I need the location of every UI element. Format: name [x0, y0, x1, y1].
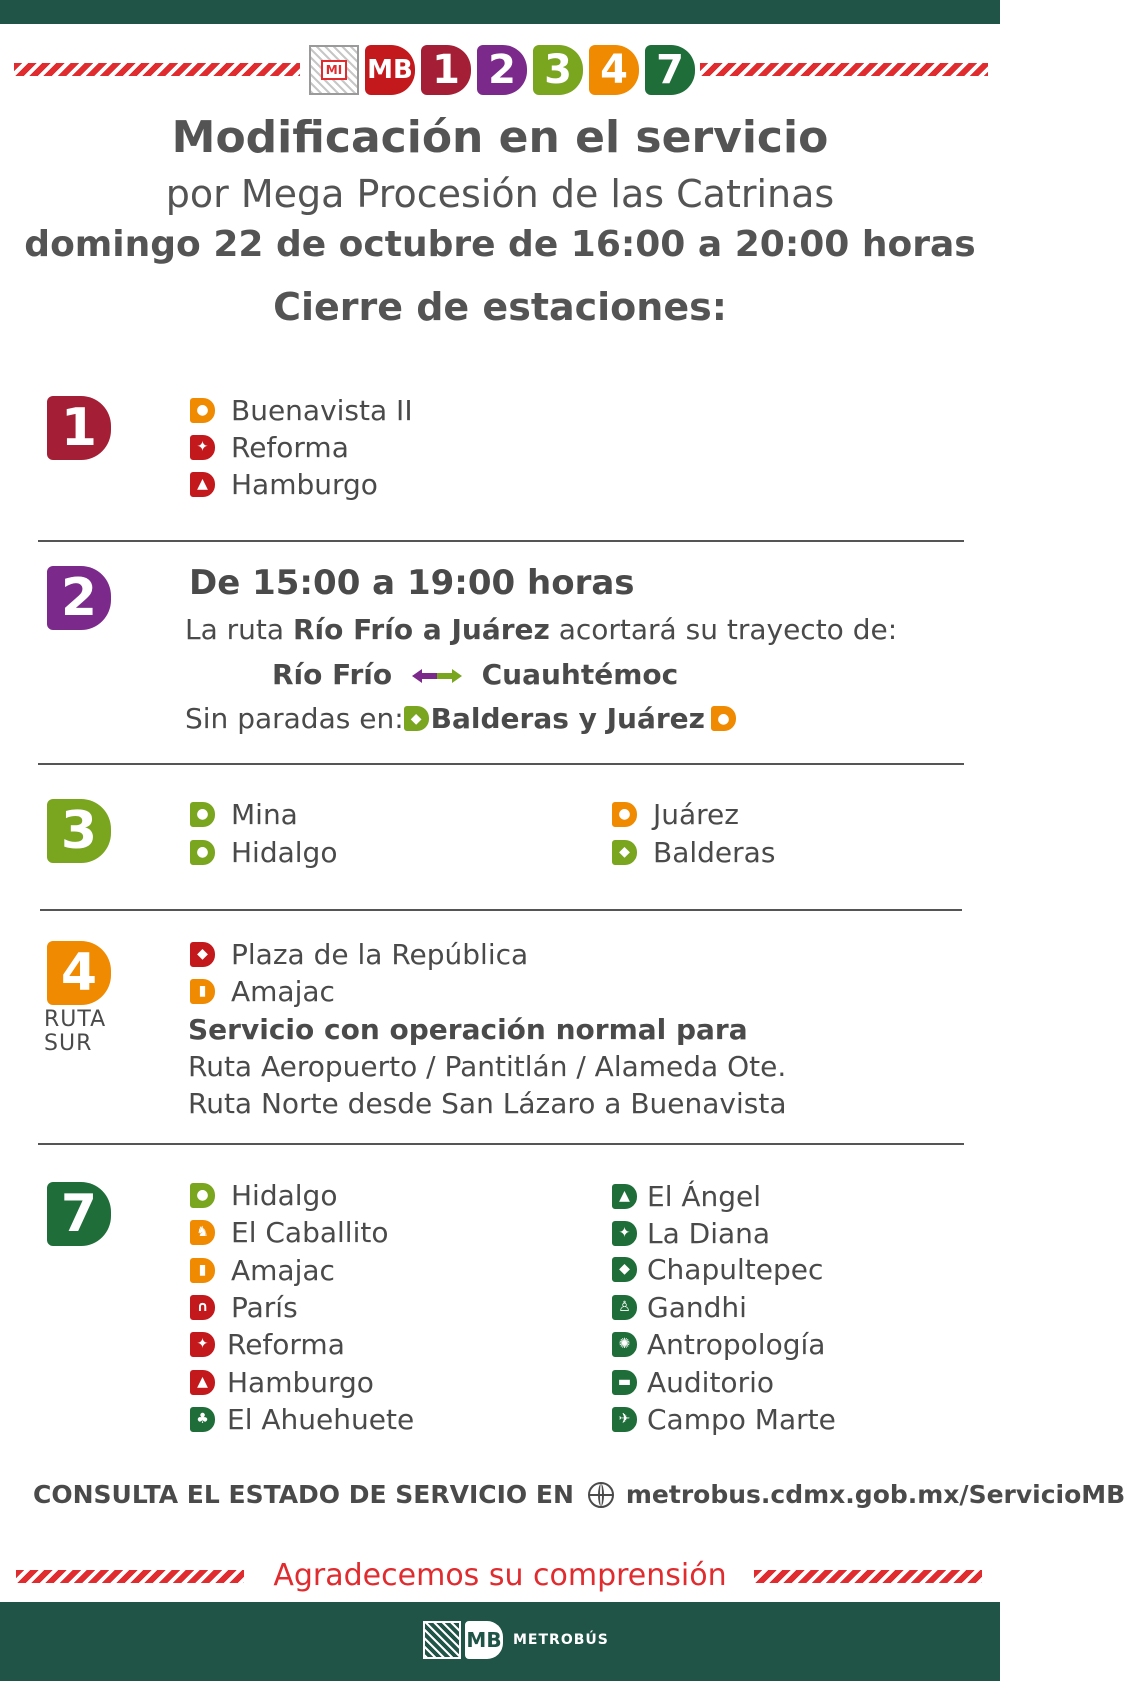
line-4-section-badge: 4 — [47, 941, 111, 1005]
ruta-sur-label: RUTA SUR — [44, 1007, 107, 1056]
station-gandhi: ♙ Gandhi — [612, 1289, 747, 1325]
station-hidalgo: ● Hidalgo — [190, 834, 337, 870]
line-2-route-text: La ruta Río Frío a Juárez acortará su trayecto de: — [185, 613, 898, 646]
juarez-icon: ● — [612, 802, 637, 827]
line-2-no-stops: Sin paradas en: ◆ Balderas y Juárez ● — [185, 702, 736, 735]
normal-service-route-1: Ruta Aeropuerto / Pantitlán / Alameda Ote. — [188, 1050, 787, 1083]
station-amajac: ▮ Amajac — [190, 1252, 335, 1288]
page-subtitle: por Mega Procesión de las Catrinas — [165, 172, 835, 216]
station-hamburgo: ▲ Hamburgo — [190, 1364, 374, 1400]
normal-service-route-2: Ruta Norte desde San Lázaro a Buenavista — [188, 1087, 787, 1120]
station-juarez: ● Juárez — [612, 796, 739, 832]
auditorio-icon: ▬ — [612, 1370, 637, 1395]
line-2-shortened-route: Río Frío Cuauhtémoc — [272, 658, 679, 691]
event-date: domingo 22 de octubre de 16:00 a 20:00 horas — [24, 224, 976, 265]
divider — [40, 909, 962, 911]
station-hamburgo: ▲ Hamburgo — [190, 466, 378, 502]
juarez-icon: ● — [711, 706, 736, 731]
station-campo-marte: ✈ Campo Marte — [612, 1401, 836, 1437]
ahuehuete-icon: ♣ — [190, 1407, 215, 1432]
station-la-diana: ✦ La Diana — [612, 1215, 770, 1251]
amajac-icon: ▮ — [190, 979, 215, 1004]
diana-icon: ✦ — [612, 1221, 637, 1246]
cdmx-logo — [423, 1621, 461, 1659]
closures-heading: Cierre de estaciones: — [273, 285, 727, 329]
line-7-badge: 7 — [645, 45, 695, 95]
hidalgo-icon: ● — [190, 840, 215, 865]
line-3-section-badge: 3 — [47, 799, 111, 863]
header-logos — [309, 45, 695, 95]
plaza-republica-icon: ◆ — [190, 942, 215, 967]
page-title: Modificación en el servicio — [171, 112, 829, 163]
chapultepec-icon: ◆ — [612, 1257, 637, 1282]
station-reforma: ✦ Reforma — [190, 429, 349, 465]
station-chapultepec: ◆ Chapultepec — [612, 1251, 823, 1287]
station-el-caballito: ♞ El Caballito — [190, 1214, 388, 1250]
amajac-icon: ▮ — [190, 1258, 215, 1283]
paris-icon: ∩ — [190, 1295, 215, 1320]
station-hidalgo: ● Hidalgo — [190, 1177, 337, 1213]
station-plaza-republica: ◆ Plaza de la República — [190, 936, 528, 972]
header-stripe-right — [700, 63, 988, 76]
buenavista-icon: ● — [190, 398, 215, 423]
divider — [38, 763, 964, 765]
station-paris: ∩ París — [190, 1289, 298, 1325]
line-2-badge: 2 — [477, 45, 527, 95]
service-status-note: CONSULTA EL ESTADO DE SERVICIO EN metrobus.cdmx.gob.mx/ServicioMB — [33, 1480, 1125, 1509]
cdmx-logo: MI — [309, 45, 359, 95]
service-url-link[interactable]: metrobus.cdmx.gob.mx/ServicioMB — [625, 1480, 1125, 1509]
line-7-section-badge: 7 — [47, 1182, 111, 1246]
top-bar — [0, 0, 1000, 24]
line-2-section-badge: 2 — [47, 566, 111, 630]
station-el-ahuehuete: ♣ El Ahuehuete — [190, 1401, 414, 1437]
line-3-badge: 3 — [533, 45, 583, 95]
line-2-hours: De 15:00 a 19:00 horas — [189, 563, 635, 603]
mina-icon: ● — [190, 802, 215, 827]
footer-logo — [423, 1621, 609, 1659]
hamburgo-icon: ▲ — [190, 1370, 215, 1395]
globe-icon — [588, 1482, 614, 1508]
caballito-icon: ♞ — [190, 1220, 215, 1245]
station-el-angel: ▲ El Ángel — [612, 1178, 761, 1214]
metrobus-logo: MB — [365, 45, 415, 95]
station-antropologia: ✺ Antropología — [612, 1326, 825, 1362]
angel-icon: ▲ — [612, 1184, 637, 1209]
station-amajac: ▮ Amajac — [190, 973, 335, 1009]
metrobus-brand: METROBÚS — [513, 1632, 609, 1648]
line-1-section-badge: 1 — [47, 396, 111, 460]
metrobus-logo: MB — [465, 1621, 503, 1659]
balderas-icon: ◆ — [404, 706, 429, 731]
thanks-message: Agradecemos su comprensión — [273, 1558, 727, 1593]
bidirectional-arrow-icon — [412, 669, 462, 683]
line-1-badge: 1 — [421, 45, 471, 95]
line-4-badge: 4 — [589, 45, 639, 95]
station-mina: ● Mina — [190, 796, 298, 832]
station-reforma: ✦ Reforma — [190, 1326, 345, 1362]
reforma-icon: ✦ — [190, 1332, 215, 1357]
reforma-icon: ✦ — [190, 435, 215, 460]
divider — [38, 1143, 964, 1145]
antropologia-icon: ✺ — [612, 1332, 637, 1357]
divider — [38, 540, 964, 542]
station-buenavista: ● Buenavista II — [190, 392, 413, 428]
balderas-icon: ◆ — [612, 840, 637, 865]
campo-marte-icon: ✈ — [612, 1407, 637, 1432]
header-stripe-left — [14, 63, 300, 76]
hamburgo-icon: ▲ — [190, 472, 215, 497]
normal-service-title: Servicio con operación normal para — [188, 1013, 748, 1046]
station-balderas: ◆ Balderas — [612, 834, 775, 870]
station-auditorio: ▬ Auditorio — [612, 1364, 774, 1400]
hidalgo-icon: ● — [190, 1183, 215, 1208]
gandhi-icon: ♙ — [612, 1295, 637, 1320]
